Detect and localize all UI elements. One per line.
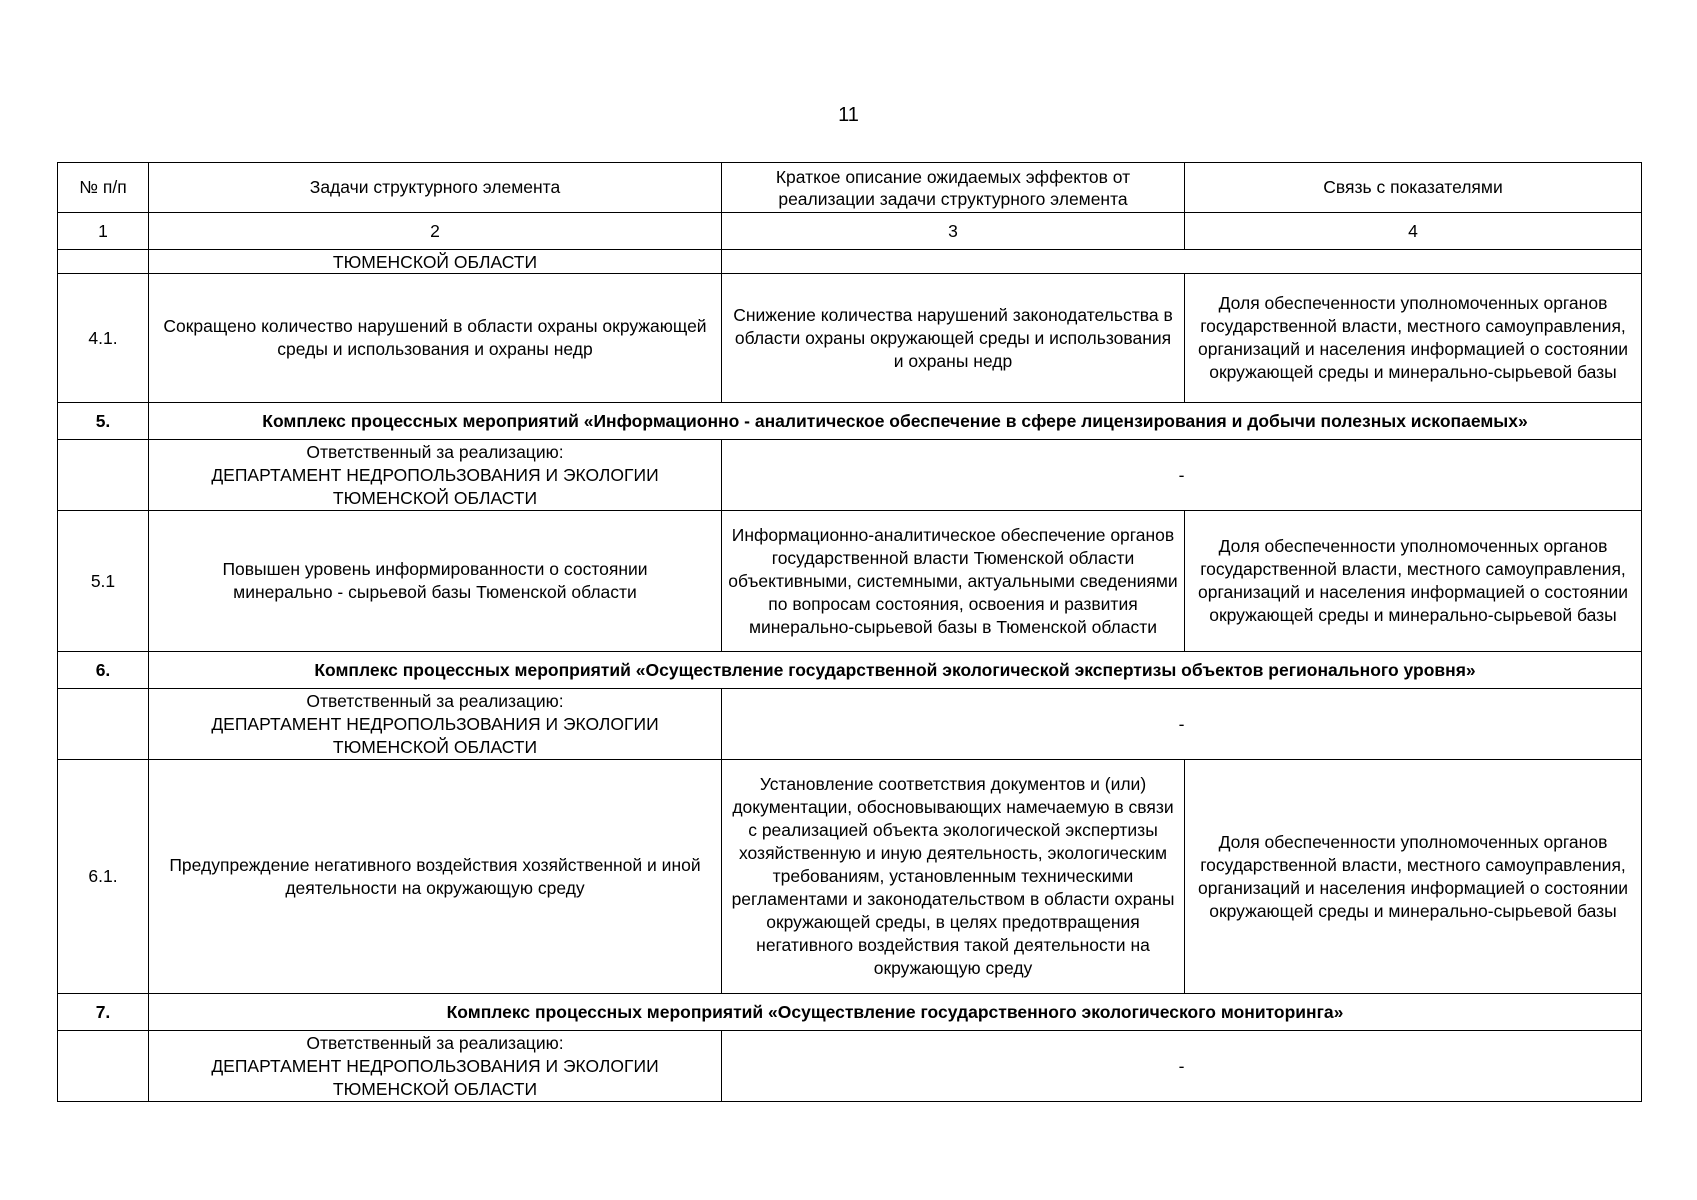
indicator-text: Доля обеспеченности уполномоченных органов государственной власти, местного самоуправления, организаций и населения информацией о состоянии окружающей среды и минерально-сырьевой базы bbox=[1185, 274, 1642, 403]
header-task: Задачи структурного элемента bbox=[149, 163, 722, 213]
section-number: 5. bbox=[58, 403, 149, 440]
empty-cell bbox=[58, 1031, 149, 1102]
dash-cell: - bbox=[722, 689, 1642, 760]
effect-text: Информационно-аналитическое обеспечение органов государственной власти Тюменской области объективными, системными, актуальными сведениями по вопросам состояния, освоения и развития минерально-сырьевой базы в Тюменской области bbox=[722, 511, 1185, 652]
section-number: 7. bbox=[58, 994, 149, 1031]
task-text: Предупреждение негативного воздействия хозяйственной и иной деятельности на окружающую среду bbox=[149, 760, 722, 994]
empty-cell bbox=[58, 440, 149, 511]
dash-cell: - bbox=[722, 1031, 1642, 1102]
dash-cell: - bbox=[722, 440, 1642, 511]
continuation-text: ТЮМЕНСКОЙ ОБЛАСТИ bbox=[149, 250, 722, 274]
section-row-7 bbox=[58, 994, 1642, 1031]
responsible-cell bbox=[149, 440, 722, 511]
empty-cell bbox=[722, 250, 1642, 274]
section-title: Комплекс процессных мероприятий «Информационно - аналитическое обеспечение в сфере лицензирования и добычи полезных ископаемых» bbox=[149, 403, 1642, 440]
responsible-org: ДЕПАРТАМЕНТ НЕДРОПОЛЬЗОВАНИЯ И ЭКОЛОГИИ ТЮМЕНСКОЙ ОБЛАСТИ bbox=[211, 1055, 659, 1099]
column-number: 1 bbox=[58, 213, 149, 250]
task-row-4-1 bbox=[58, 274, 1642, 403]
section-number: 6. bbox=[58, 652, 149, 689]
responsible-row-5 bbox=[58, 440, 1642, 511]
section-row-5 bbox=[58, 403, 1642, 440]
responsible-row-6 bbox=[58, 689, 1642, 760]
row-number: 4.1. bbox=[58, 274, 149, 403]
section-title: Комплекс процессных мероприятий «Осуществление государственного экологического мониторинга» bbox=[149, 994, 1642, 1031]
column-number-row bbox=[58, 213, 1642, 250]
responsible-label: Ответственный за реализацию: bbox=[306, 1032, 564, 1053]
section-row-6 bbox=[58, 652, 1642, 689]
column-number: 4 bbox=[1185, 213, 1642, 250]
goals-table bbox=[57, 162, 1642, 1102]
task-text: Сокращено количество нарушений в области охраны окружающей среды и использования и охраны недр bbox=[149, 274, 722, 403]
row-number: 5.1 bbox=[58, 511, 149, 652]
task-text: Повышен уровень информированности о состоянии минерально - сырьевой базы Тюменской области bbox=[149, 511, 722, 652]
task-row-6-1 bbox=[58, 760, 1642, 994]
row-number: 6.1. bbox=[58, 760, 149, 994]
continuation-row bbox=[58, 250, 1642, 274]
responsible-org: ДЕПАРТАМЕНТ НЕДРОПОЛЬЗОВАНИЯ И ЭКОЛОГИИ ТЮМЕНСКОЙ ОБЛАСТИ bbox=[211, 713, 659, 757]
effect-text: Снижение количества нарушений законодательства в области охраны окружающей среды и использования и охраны недр bbox=[722, 274, 1185, 403]
indicator-text: Доля обеспеченности уполномоченных органов государственной власти, местного самоуправления, организаций и населения информацией о состоянии окружающей среды и минерально-сырьевой базы bbox=[1185, 511, 1642, 652]
header-num: № п/п bbox=[58, 163, 149, 213]
responsible-label: Ответственный за реализацию: bbox=[306, 690, 564, 711]
responsible-cell bbox=[149, 689, 722, 760]
task-row-5-1 bbox=[58, 511, 1642, 652]
responsible-label: Ответственный за реализацию: bbox=[306, 441, 564, 462]
effect-text: Установление соответствия документов и (или) документации, обосновывающих намечаемую в связи с реализацией объекта экологической экспертизы хозяйственную и иную деятельность, экологическим требованиям, установленным техническими регламентами и законодательством в области охраны окружающей среды, в целях предотвращения негативного воздействия такой деятельности на окружающую среду bbox=[722, 760, 1185, 994]
empty-cell bbox=[58, 250, 149, 274]
indicator-text: Доля обеспеченности уполномоченных органов государственной власти, местного самоуправления, организаций и населения информацией о состоянии окружающей среды и минерально-сырьевой базы bbox=[1185, 760, 1642, 994]
section-title: Комплекс процессных мероприятий «Осуществление государственной экологической экспертизы объектов регионального уровня» bbox=[149, 652, 1642, 689]
table-header-row bbox=[58, 163, 1642, 213]
responsible-cell bbox=[149, 1031, 722, 1102]
page-number: 11 bbox=[838, 104, 859, 126]
header-indicator: Связь с показателями bbox=[1185, 163, 1642, 213]
header-effect: Краткое описание ожидаемых эффектов от реализации задачи структурного элемента bbox=[722, 163, 1185, 213]
column-number: 3 bbox=[722, 213, 1185, 250]
responsible-org: ДЕПАРТАМЕНТ НЕДРОПОЛЬЗОВАНИЯ И ЭКОЛОГИИ ТЮМЕНСКОЙ ОБЛАСТИ bbox=[211, 464, 659, 508]
empty-cell bbox=[58, 689, 149, 760]
column-number: 2 bbox=[149, 213, 722, 250]
responsible-row-7 bbox=[58, 1031, 1642, 1102]
